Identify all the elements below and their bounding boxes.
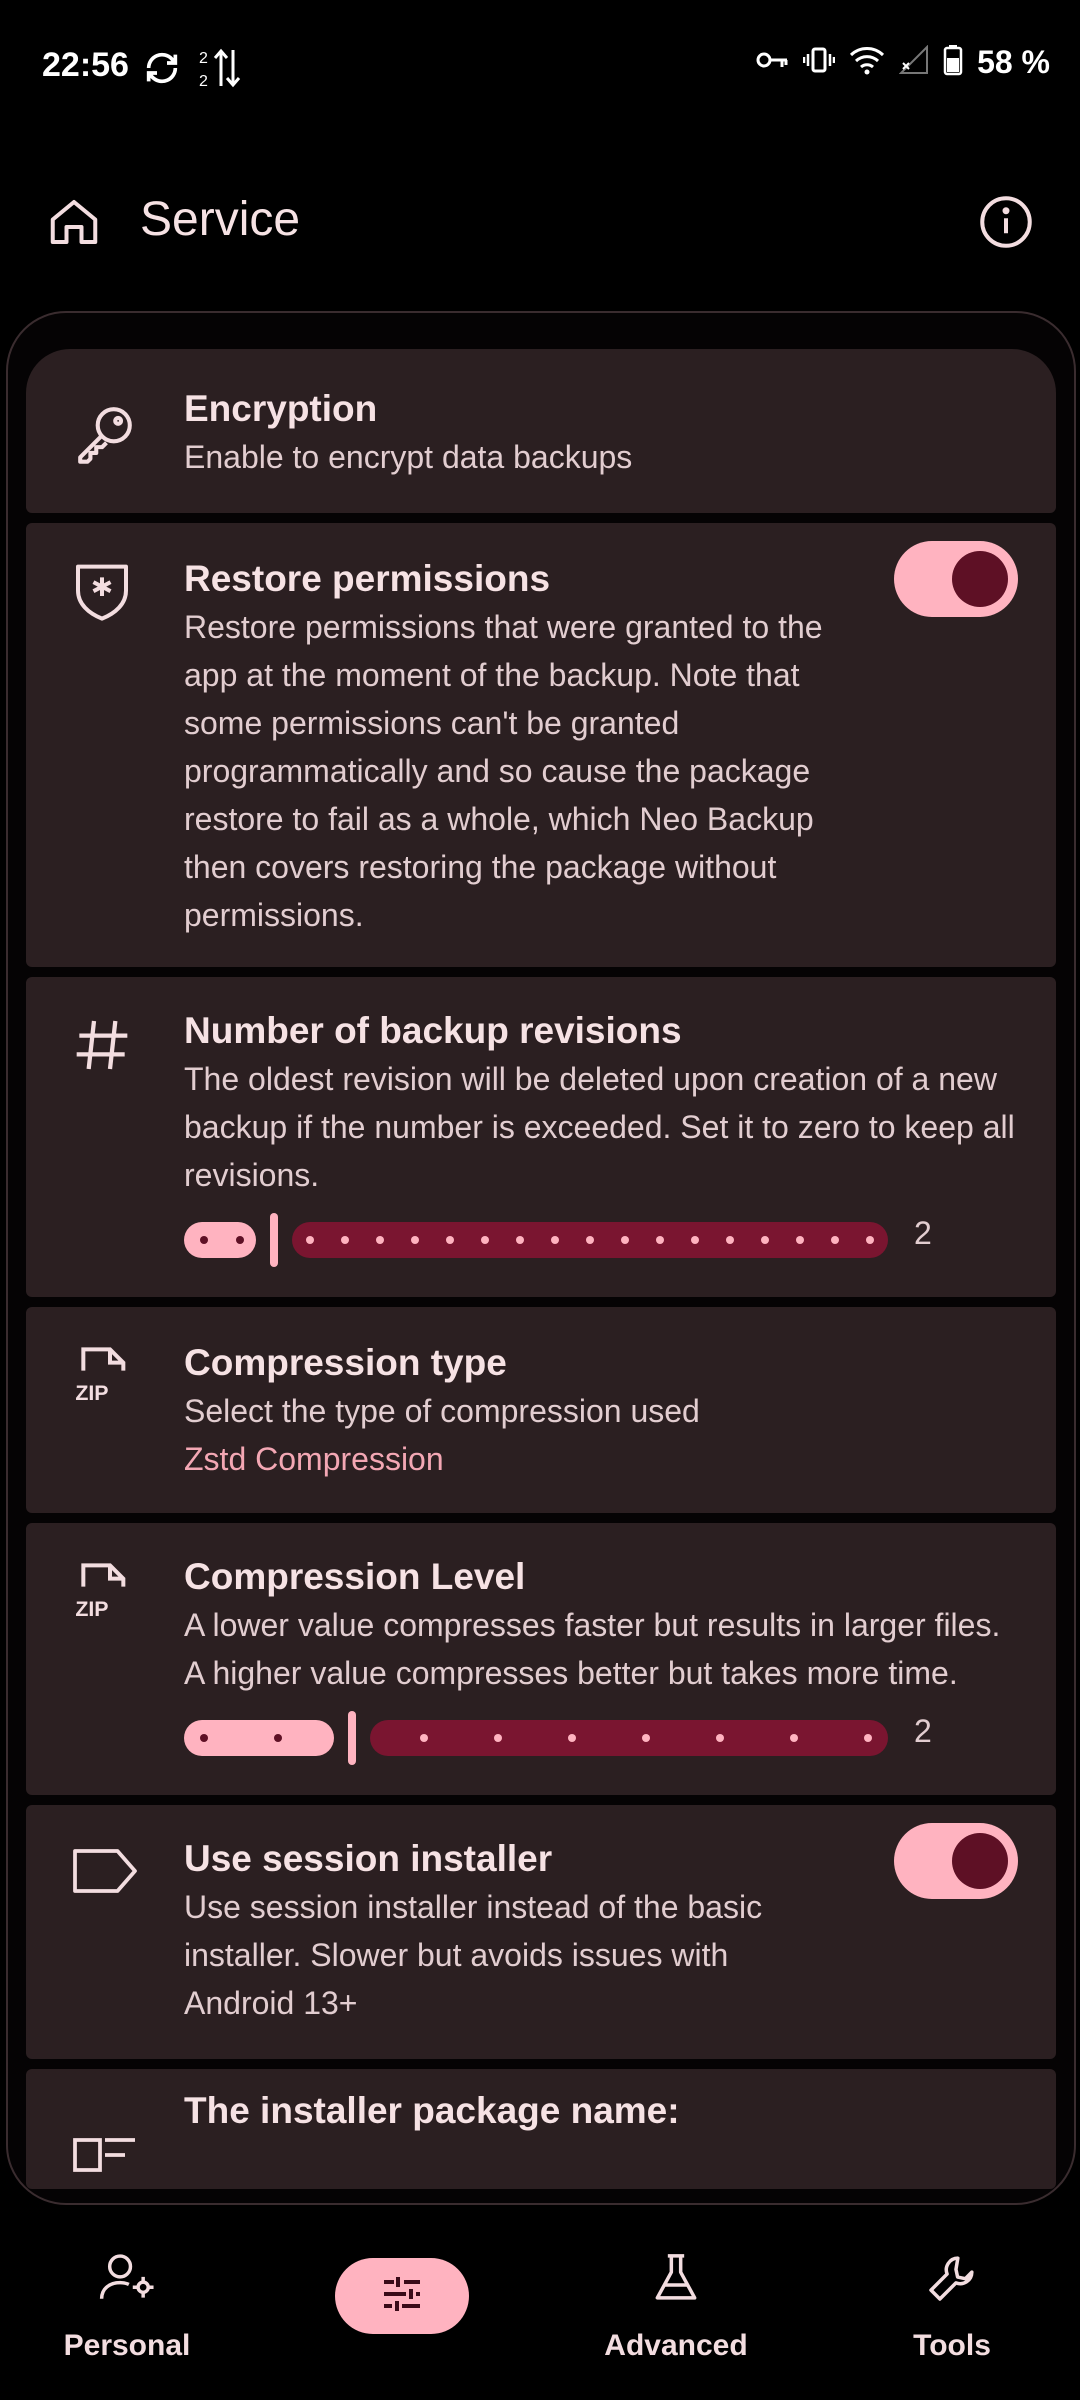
person-settings-icon <box>97 2293 157 2310</box>
setting-description: Select the type of compression used <box>184 1393 700 1429</box>
data-bottom-count: 2 <box>199 73 208 90</box>
settings-list <box>26 349 1056 2199</box>
settings-panel <box>6 311 1076 2205</box>
setting-description: Restore permissions that were granted to the app at the moment of the backup. Note that some permissions can't be granted programmatically and so cause the package restore to fail as a whole, which Neo Backup then covers restoring the package without permissions. <box>184 609 823 933</box>
zip-file-icon <box>70 1557 134 1621</box>
nav-personal-label: Personal <box>63 2329 191 2362</box>
toggle-knob <box>952 1833 1008 1889</box>
status-bar <box>0 0 1080 135</box>
setting-title: Restore permissions <box>184 558 551 599</box>
setting-restore-permissions[interactable] <box>26 523 1056 967</box>
nav-advanced-label: Advanced <box>604 2329 748 2362</box>
setting-title: Use session installer <box>184 1838 553 1879</box>
setting-session-installer[interactable] <box>26 1805 1056 2059</box>
setting-description: A lower value compresses faster but results in larger files. A higher value compresses better but takes more time. <box>184 1607 1001 1691</box>
compression-level-slider-track[interactable] <box>184 1703 904 1773</box>
wifi-icon <box>849 45 885 80</box>
setting-title: Compression type <box>184 1342 507 1383</box>
battery-percentage: 58 % <box>977 44 1050 80</box>
tune-icon <box>377 2272 427 2321</box>
setting-description: The oldest revision will be deleted upon creation of a new backup if the number is exceeded. Set it to zero to keep all revisions. <box>184 1061 1015 1193</box>
zip-file-icon <box>70 1341 134 1405</box>
info-icon[interactable] <box>976 192 1036 252</box>
flask-icon <box>648 2293 704 2310</box>
session-installer-toggle[interactable] <box>894 1823 1018 1899</box>
wrench-icon <box>924 2293 980 2310</box>
data-transfer-indicator <box>197 46 243 95</box>
home-icon[interactable] <box>44 192 104 252</box>
sync-icon <box>142 48 182 93</box>
setting-title: The installer package name: <box>184 2090 680 2131</box>
setting-backup-revisions[interactable] <box>26 977 1056 1297</box>
shield-star-icon <box>70 557 134 621</box>
vibrate-icon <box>803 44 835 81</box>
revisions-value: 2 <box>914 1215 932 1251</box>
setting-installer-package-name[interactable] <box>26 2069 1056 2189</box>
svg-text:ZIP: ZIP <box>75 1381 109 1405</box>
setting-title: Encryption <box>184 388 378 429</box>
compression-level-slider[interactable] <box>184 1703 1016 1773</box>
setting-description: Use session installer instead of the basic installer. Slower but avoids issues with Android 13+ <box>184 1889 763 2021</box>
setting-compression-type[interactable] <box>26 1307 1056 1513</box>
setting-description: Enable to encrypt data backups <box>184 439 633 475</box>
battery-icon <box>943 44 963 81</box>
nav-tools[interactable] <box>842 2250 1062 2363</box>
nav-settings[interactable] <box>335 2258 469 2334</box>
setting-encryption[interactable] <box>26 349 1056 513</box>
setting-compression-level[interactable] <box>26 1523 1056 1795</box>
revisions-slider-track[interactable] <box>184 1205 904 1275</box>
compression-level-value: 2 <box>914 1713 932 1749</box>
label-tag-icon <box>70 1841 134 1905</box>
nav-tools-label: Tools <box>913 2329 991 2362</box>
nav-personal[interactable] <box>17 2250 237 2363</box>
toggle-knob <box>952 551 1008 607</box>
signal-icon <box>899 45 929 80</box>
vpn-key-icon <box>755 47 789 78</box>
installer-icon <box>70 2125 134 2189</box>
slider-thumb <box>348 1711 356 1765</box>
data-top-count: 2 <box>199 50 208 67</box>
bottom-navigation <box>0 2210 1080 2400</box>
hash-icon <box>70 1013 134 1077</box>
nav-advanced[interactable] <box>566 2250 786 2363</box>
setting-title: Number of backup revisions <box>184 1010 682 1051</box>
setting-title: Compression Level <box>184 1556 526 1597</box>
page-title: Service <box>140 193 301 246</box>
status-time: 22:56 <box>42 46 129 84</box>
compression-type-value: Zstd Compression <box>184 1441 444 1477</box>
restore-permissions-toggle[interactable] <box>894 541 1018 617</box>
svg-text:ZIP: ZIP <box>75 1597 109 1621</box>
revisions-slider[interactable] <box>184 1205 1016 1275</box>
top-app-bar <box>0 170 1080 270</box>
slider-thumb <box>270 1213 278 1267</box>
key-icon <box>70 399 134 463</box>
